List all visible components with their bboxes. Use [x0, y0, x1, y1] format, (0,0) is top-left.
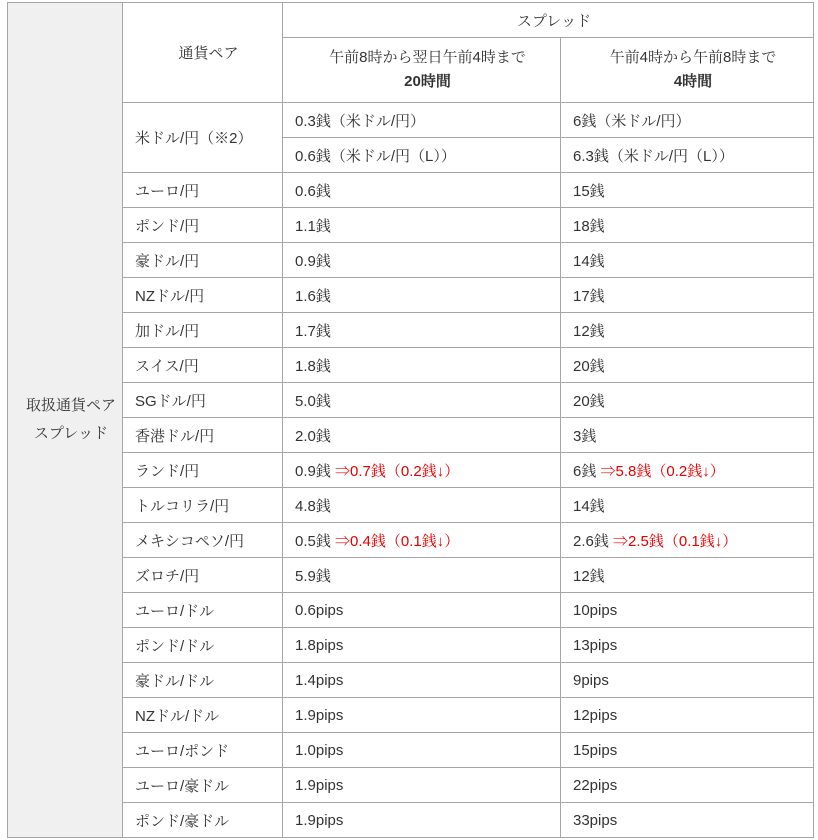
spread-20h-cell: 5.0銭: [283, 383, 561, 418]
spread-4h-cell: 10pips: [561, 593, 814, 628]
spread-4h-cell: 15銭: [561, 173, 814, 208]
spread-20h-cell: 0.6pips: [283, 593, 561, 628]
table-row: [8, 628, 814, 663]
spread-4h-cell: 18銭: [561, 208, 814, 243]
table-row: [8, 558, 814, 593]
pair-label: NZドル/円: [123, 278, 283, 313]
spread-4h-cell: 20銭: [561, 348, 814, 383]
spread-20h-cell: 1.4pips: [283, 663, 561, 698]
usd-jpy-large-spread-4h: 6.3銭（米ドル/円（L））: [561, 138, 814, 173]
table-row: [8, 348, 814, 383]
table-row: [8, 768, 814, 803]
spread-20h-cell: 1.8pips: [283, 628, 561, 663]
spread-4h-red: ⇒2.5銭（0.1銭↓）: [613, 532, 738, 550]
pair-label: トルコリラ/円: [123, 488, 283, 523]
header-period-4h-range: 午前4時から午前8時まで: [609, 49, 777, 66]
spread-4h-cell: 3銭: [561, 418, 814, 453]
table-row: [8, 418, 814, 453]
pair-label: NZドル/ドル: [123, 698, 283, 733]
spread-20h-cell: 1.7銭: [283, 313, 561, 348]
pair-label: スイス/円: [123, 348, 283, 383]
spread-20h-cell: 1.0pips: [283, 733, 561, 768]
header-period-20h-range: 午前8時から翌日午前4時まで: [329, 49, 526, 66]
spread-20h-cell: 2.0銭: [283, 418, 561, 453]
pair-label: 香港ドル/円: [123, 418, 283, 453]
header-period-20h-hours: 20時間: [404, 73, 451, 90]
table-row: [8, 698, 814, 733]
pair-label: 豪ドル/円: [123, 243, 283, 278]
table-row: [8, 243, 814, 278]
table-row: [8, 488, 814, 523]
header-period-20h: [283, 38, 561, 103]
spread-4h-cell: 2.6銭 ⇒2.5銭（0.1銭↓）: [561, 523, 814, 558]
table-row: [8, 173, 814, 208]
pair-label: ポンド/ドル: [123, 628, 283, 663]
row-group-label: [8, 3, 123, 838]
table-row: [8, 803, 814, 838]
spread-20h-red: ⇒0.7銭（0.2銭↓）: [335, 462, 460, 480]
spread-4h-cell: 12銭: [561, 313, 814, 348]
row-group-label-line1: 取扱通貨ペア: [25, 396, 116, 414]
pair-label: ユーロ/円: [123, 173, 283, 208]
pair-label: SGドル/円: [123, 383, 283, 418]
spread-20h-cell: 1.6銭: [283, 278, 561, 313]
usd-jpy-large-spread-20h: 0.6銭（米ドル/円（L））: [283, 138, 561, 173]
spread-4h-red: ⇒5.8銭（0.2銭↓）: [600, 462, 725, 480]
table-row: [8, 453, 814, 488]
spread-4h-cell: 6銭 ⇒5.8銭（0.2銭↓）: [561, 453, 814, 488]
usd-jpy-spread-20h: 0.3銭（米ドル/円）: [283, 103, 561, 138]
pair-label: ポンド/円: [123, 208, 283, 243]
spread-20h-red: ⇒0.4銭（0.1銭↓）: [335, 532, 460, 550]
spread-4h-cell: 13pips: [561, 628, 814, 663]
spread-4h-cell: 33pips: [561, 803, 814, 838]
spread-4h-cell: 14銭: [561, 488, 814, 523]
spread-20h-cell: 1.9pips: [283, 803, 561, 838]
pair-label: ユーロ/ポンド: [123, 733, 283, 768]
spread-table: [7, 2, 814, 838]
table-row: [8, 208, 814, 243]
table-row: [8, 523, 814, 558]
spread-20h-cell: 1.8銭: [283, 348, 561, 383]
table-row: [8, 733, 814, 768]
spread-4h-cell: 20銭: [561, 383, 814, 418]
spread-4h-cell: 17銭: [561, 278, 814, 313]
spread-20h-cell: 1.1銭: [283, 208, 561, 243]
spread-4h-cell: 9pips: [561, 663, 814, 698]
table-row: [8, 663, 814, 698]
spread-20h-cell: 4.8銭: [283, 488, 561, 523]
spread-4h-cell: 22pips: [561, 768, 814, 803]
table-row: [8, 278, 814, 313]
spread-20h-cell: 0.9銭 ⇒0.7銭（0.2銭↓）: [283, 453, 561, 488]
pair-label: ユーロ/ドル: [123, 593, 283, 628]
pair-usd-jpy: 米ドル/円（※2）: [123, 103, 283, 173]
pair-label: ユーロ/豪ドル: [123, 768, 283, 803]
usd-jpy-spread-4h: 6銭（米ドル/円）: [561, 103, 814, 138]
pair-label: ズロチ/円: [123, 558, 283, 593]
header-period-4h: [561, 38, 814, 103]
table-row: [8, 383, 814, 418]
spread-20h-cell: 0.5銭 ⇒0.4銭（0.1銭↓）: [283, 523, 561, 558]
spread-4h-cell: 14銭: [561, 243, 814, 278]
pair-label: ポンド/豪ドル: [123, 803, 283, 838]
spread-4h-cell: 15pips: [561, 733, 814, 768]
spread-20h-cell: 1.9pips: [283, 698, 561, 733]
table-row: [8, 313, 814, 348]
row-group-label-line2: スプレッド: [33, 425, 109, 442]
table-row: [8, 593, 814, 628]
spread-20h-cell: 5.9銭: [283, 558, 561, 593]
pair-label: 豪ドル/ドル: [123, 663, 283, 698]
pair-label: メキシコペソ/円: [123, 523, 283, 558]
spread-20h-cell: 1.9pips: [283, 768, 561, 803]
header-period-4h-hours: 4時間: [673, 73, 713, 90]
spread-20h-cell: 0.6銭: [283, 173, 561, 208]
header-spread: スプレッド: [283, 3, 814, 38]
header-currency-pair: 通貨ペア: [123, 3, 283, 103]
spread-4h-cell: 12銭: [561, 558, 814, 593]
spread-20h-cell: 0.9銭: [283, 243, 561, 278]
pair-label: 加ドル/円: [123, 313, 283, 348]
pair-label: ランド/円: [123, 453, 283, 488]
spread-4h-cell: 12pips: [561, 698, 814, 733]
